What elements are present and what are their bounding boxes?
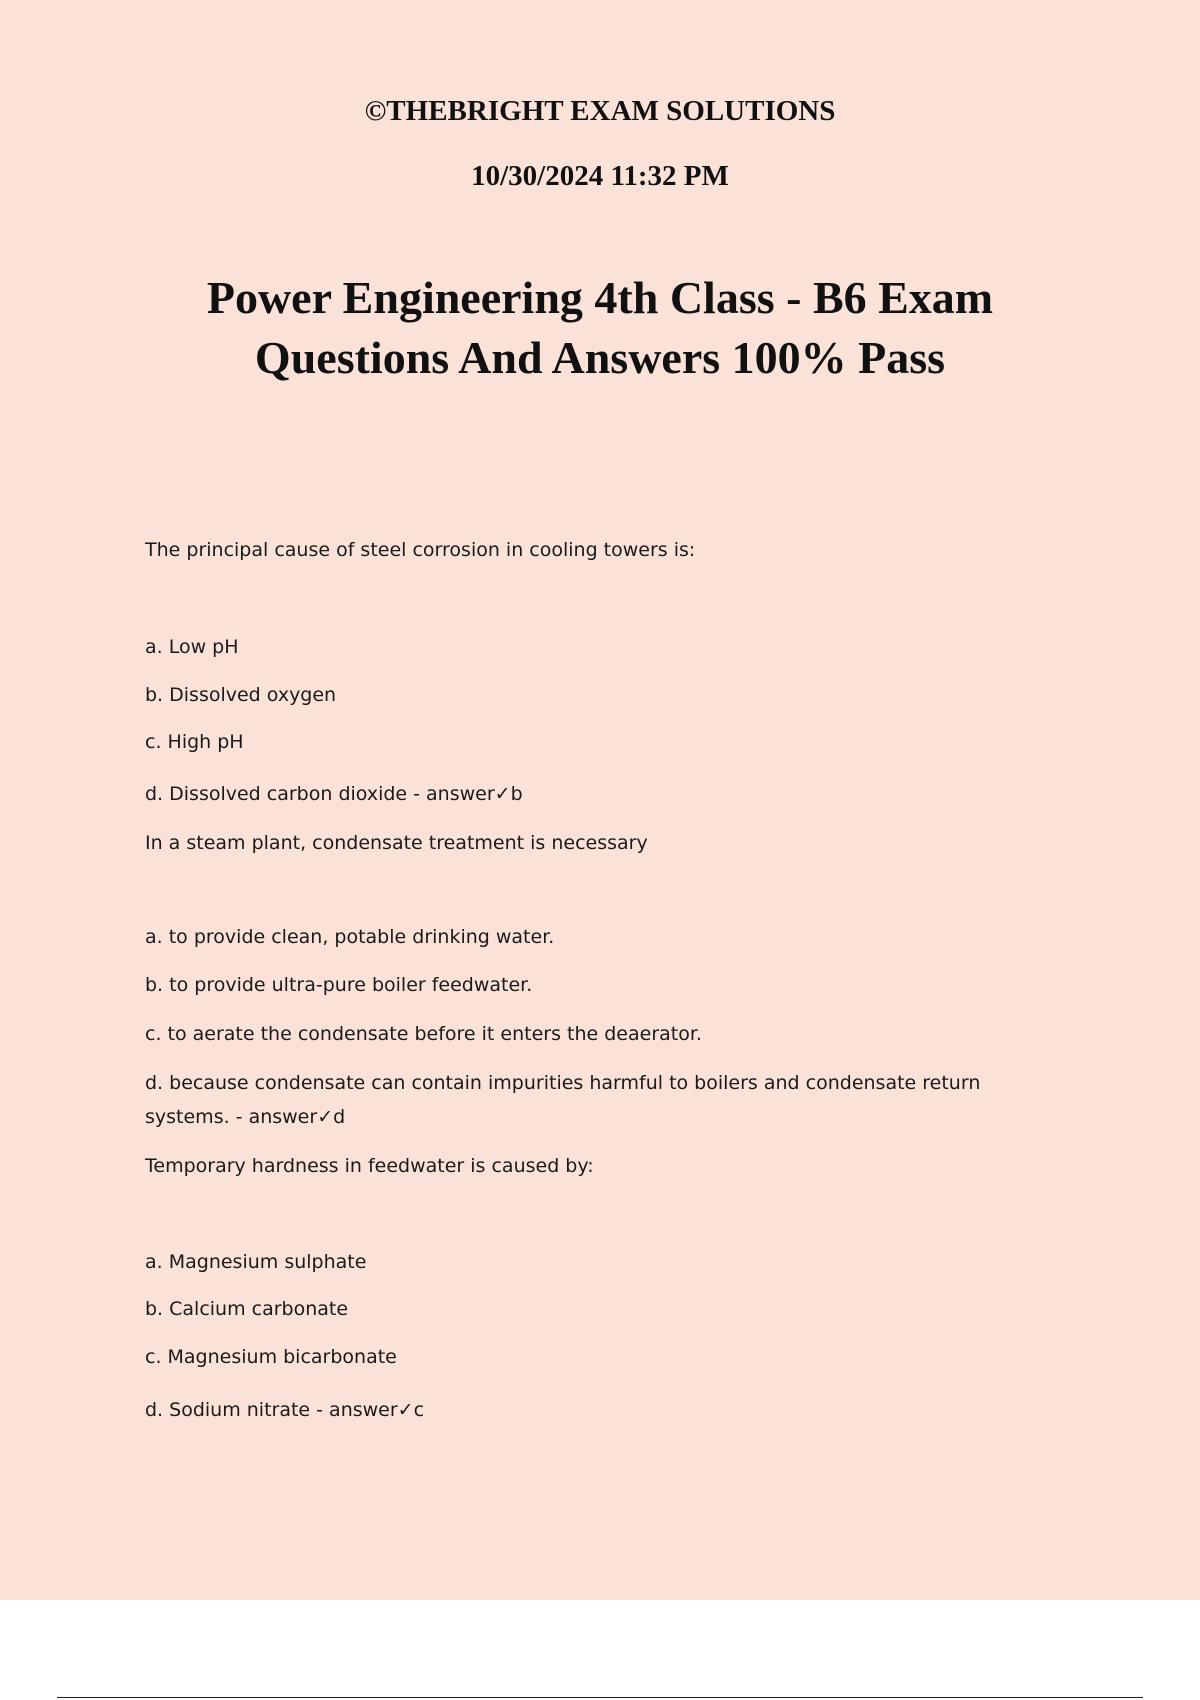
question-2-option-a: a. to provide clean, potable drinking water. xyxy=(145,926,555,948)
question-2-option-b: b. to provide ultra-pure boiler feedwater. xyxy=(145,974,533,996)
question-3-option-d: d. Sodium nitrate - answer✓c xyxy=(145,1399,425,1421)
question-2-option-d: d. because condensate can contain impurities harmful to boilers and condensate return xyxy=(145,1072,981,1094)
page-footer-divider xyxy=(57,1697,1143,1698)
date-time-header: 10/30/2024 11:32 PM xyxy=(471,160,729,192)
question-3-text: Temporary hardness in feedwater is caused by: xyxy=(145,1155,594,1177)
question-1-option-a: a. Low pH xyxy=(145,636,239,658)
question-2-text: In a steam plant, condensate treatment is necessary xyxy=(145,832,648,854)
document-title xyxy=(100,268,1100,388)
copyright-header: ©THEBRIGHT EXAM SOLUTIONS xyxy=(364,95,836,127)
question-3-option-b: b. Calcium carbonate xyxy=(145,1298,349,1320)
question-3-option-a: a. Magnesium sulphate xyxy=(145,1251,367,1273)
title-line-2: Questions And Answers 100% Pass xyxy=(254,332,946,383)
question-3-option-c: c. Magnesium bicarbonate xyxy=(145,1346,397,1368)
question-1-option-d: d. Dissolved carbon dioxide - answer✓b xyxy=(145,783,523,805)
question-2-option-c: c. to aerate the condensate before it enters the deaerator. xyxy=(145,1023,702,1045)
question-2-option-d-continued: systems. - answer✓d xyxy=(145,1106,346,1128)
title-line-1: Power Engineering 4th Class - B6 Exam xyxy=(206,272,994,323)
question-1-option-c: c. High pH xyxy=(145,731,244,753)
question-1-text: The principal cause of steel corrosion in cooling towers is: xyxy=(145,539,696,561)
question-1-option-b: b. Dissolved oxygen xyxy=(145,684,337,706)
